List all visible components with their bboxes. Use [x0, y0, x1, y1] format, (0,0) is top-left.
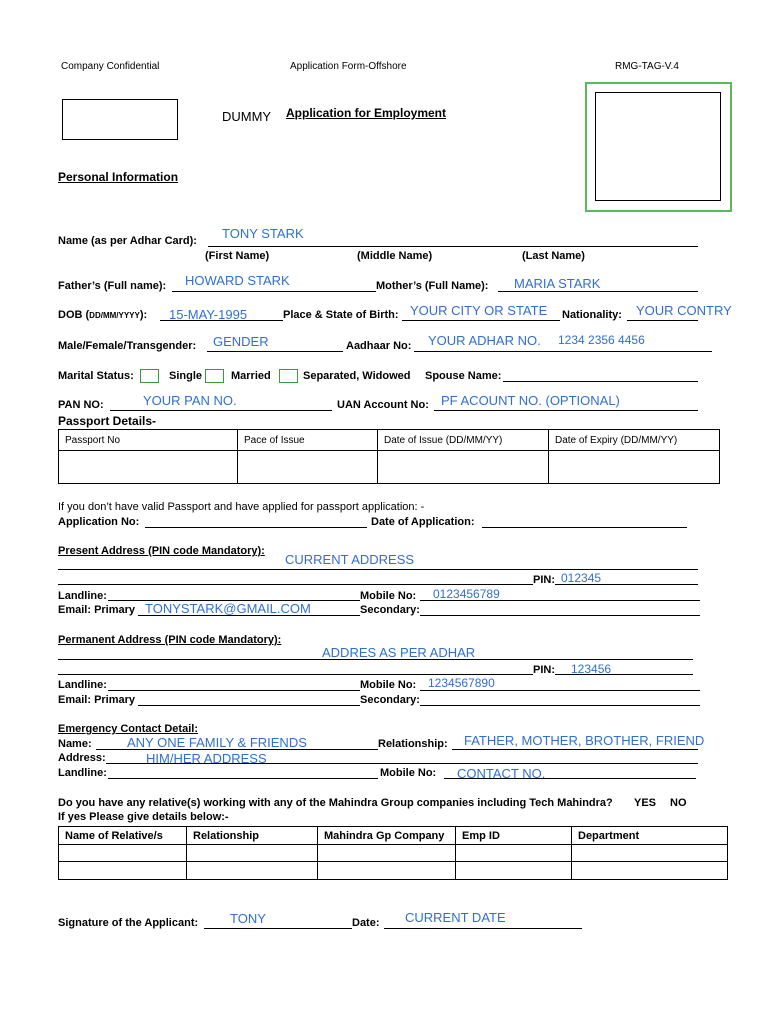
passport-note: If you don’t have valid Passport and have applied for passport application: - [58, 501, 425, 513]
relatives-cell[interactable] [318, 845, 456, 862]
dob-label: DOB (DD/MM/YYYY): [58, 309, 148, 321]
single-checkbox[interactable] [140, 369, 159, 383]
present-address-line-2[interactable] [58, 584, 533, 585]
present-mobile-label: Mobile No: [360, 590, 417, 602]
aadhaar-line[interactable] [414, 351, 712, 352]
emergency-name-label: Name: [58, 738, 92, 750]
pan-label: PAN NO: [58, 399, 104, 411]
permanent-secondary-label: Secondary: [360, 694, 420, 706]
name-label: Name (as per Adhar Card): [58, 235, 197, 247]
permanent-pin-label: PIN: [533, 664, 555, 676]
father-label: Father’s (Full name): [58, 280, 167, 292]
spouse-label: Spouse Name: [425, 370, 502, 382]
passport-cell-expiry[interactable] [549, 451, 720, 484]
father-value[interactable]: HOWARD STARK [185, 273, 290, 288]
father-line[interactable] [172, 291, 376, 292]
signature-date-value[interactable]: CURRENT DATE [405, 910, 506, 925]
relatives-col-empid: Emp ID [456, 827, 572, 845]
emergency-address-value[interactable]: HIM/HER ADDRESS [146, 751, 267, 766]
relatives-cell[interactable] [59, 845, 187, 862]
gender-value[interactable]: GENDER [213, 334, 269, 349]
pan-value[interactable]: YOUR PAN NO. [143, 393, 237, 408]
present-secondary-label: Secondary: [360, 604, 420, 616]
present-secondary-line[interactable] [420, 615, 700, 616]
permanent-address-value[interactable]: ADDRES AS PER ADHAR [322, 645, 476, 660]
permanent-mobile-label: Mobile No: [360, 679, 417, 691]
relatives-cell[interactable] [187, 862, 318, 880]
emergency-landline-line[interactable] [108, 778, 378, 779]
relatives-cell[interactable] [318, 862, 456, 880]
present-address-value[interactable]: CURRENT ADDRESS [285, 552, 415, 567]
passport-table [58, 429, 720, 484]
birth-place-value[interactable]: YOUR CITY OR STATE [410, 303, 548, 318]
permanent-mobile-line[interactable] [420, 690, 700, 691]
separated-label: Separated, Widowed [303, 370, 411, 382]
relatives-cell[interactable] [456, 862, 572, 880]
relatives-details-prompt: If yes Please give details below:- [58, 811, 229, 823]
name-value[interactable]: TONY STARK [222, 226, 304, 241]
emergency-address-label: Address: [58, 752, 106, 764]
passport-cell-number[interactable] [59, 451, 238, 484]
aadhaar-number[interactable]: 1234 2356 4456 [558, 333, 645, 347]
uan-label: UAN Account No: [337, 399, 429, 411]
permanent-address-line-2[interactable] [58, 674, 533, 675]
signature-value[interactable]: TONY [230, 911, 266, 926]
emergency-relationship-line[interactable] [452, 749, 698, 750]
emergency-name-value[interactable]: ANY ONE FAMILY & FRIENDS [127, 735, 307, 750]
page-title: Application for Employment [286, 106, 447, 120]
relatives-yes[interactable]: YES [634, 797, 657, 809]
permanent-landline-line[interactable] [108, 690, 360, 691]
present-email-label: Email: Primary [58, 604, 136, 616]
passport-cell-place[interactable] [238, 451, 378, 484]
first-name-caption: (First Name) [205, 250, 270, 262]
dob-value[interactable]: 15-MAY-1995 [169, 307, 248, 322]
relatives-col-department: Department [572, 827, 728, 845]
present-email-value[interactable]: TONYSTARK@GMAIL.COM [145, 601, 311, 616]
passport-col-number: Passport No [59, 430, 238, 451]
present-landline-label: Landline: [58, 590, 107, 602]
last-name-caption: (Last Name) [522, 250, 585, 262]
present-pin-value[interactable]: 012345 [561, 571, 602, 585]
permanent-secondary-line[interactable] [420, 705, 700, 706]
present-address-line-1[interactable] [58, 569, 698, 570]
dummy-label: DUMMY [222, 109, 272, 124]
mother-label: Mother’s (Full Name): [376, 280, 489, 292]
birth-place-line[interactable] [402, 320, 560, 321]
separated-checkbox[interactable] [279, 369, 298, 383]
application-no-line[interactable] [145, 527, 367, 528]
permanent-address-heading: Permanent Address (PIN code Mandatory): [58, 634, 282, 646]
personal-info-heading: Personal Information [58, 170, 179, 184]
header-confidential: Company Confidential [61, 61, 160, 72]
marital-status-label: Marital Status: [58, 370, 134, 382]
relatives-col-company: Mahindra Gp Company [318, 827, 456, 845]
pan-line[interactable] [110, 410, 332, 411]
signature-label: Signature of the Applicant: [58, 917, 199, 929]
name-line[interactable] [208, 246, 698, 247]
emergency-relationship-value[interactable]: FATHER, MOTHER, BROTHER, FRIEND [464, 733, 705, 748]
present-pin-label: PIN: [533, 574, 555, 586]
emergency-relationship-label: Relationship: [378, 738, 448, 750]
middle-name-caption: (Middle Name) [357, 250, 433, 262]
signature-date-line[interactable] [384, 928, 582, 929]
logo-box [62, 99, 178, 140]
passport-col-place: Pace of Issue [238, 430, 378, 451]
passport-col-issue: Date of Issue (DD/MM/YY) [378, 430, 549, 451]
photo-box[interactable] [595, 92, 721, 201]
nationality-label: Nationality: [562, 309, 622, 321]
permanent-pin-value[interactable]: 123456 [571, 662, 612, 676]
application-no-label: Application No: [58, 516, 140, 528]
relatives-cell[interactable] [456, 845, 572, 862]
relatives-cell[interactable] [572, 845, 728, 862]
permanent-email-label: Email: Primary [58, 694, 136, 706]
gender-line[interactable] [207, 351, 343, 352]
aadhaar-value[interactable]: YOUR ADHAR NO. [428, 333, 541, 348]
passport-cell-issue[interactable] [378, 451, 549, 484]
present-address-heading: Present Address (PIN code Mandatory): [58, 545, 265, 557]
relatives-cell[interactable] [187, 845, 318, 862]
permanent-landline-label: Landline: [58, 679, 107, 691]
emergency-landline-label: Landline: [58, 767, 107, 779]
signature-line[interactable] [204, 928, 352, 929]
photo-frame [585, 82, 732, 212]
married-checkbox[interactable] [205, 369, 224, 383]
passport-heading: Passport Details- [58, 414, 157, 428]
present-mobile-value[interactable]: 0123456789 [433, 587, 500, 601]
relatives-no[interactable]: NO [670, 797, 687, 809]
header-form-name: Application Form-Offshore [290, 61, 407, 72]
relatives-col-relationship: Relationship [187, 827, 318, 845]
relatives-cell[interactable] [572, 862, 728, 880]
relatives-cell[interactable] [59, 862, 187, 880]
emergency-mobile-label: Mobile No: [380, 767, 437, 779]
mother-line[interactable] [498, 291, 698, 292]
aadhaar-label: Aadhaar No: [346, 340, 412, 352]
signature-date-label: Date: [352, 917, 380, 929]
spouse-line[interactable] [503, 381, 698, 382]
uan-line[interactable] [434, 410, 698, 411]
permanent-email-line[interactable] [138, 705, 360, 706]
gender-label: Male/Female/Transgender: [58, 340, 197, 352]
application-date-label: Date of Application: [371, 516, 475, 528]
single-label: Single [169, 370, 203, 382]
nationality-line[interactable] [627, 320, 698, 321]
passport-col-expiry: Date of Expiry (DD/MM/YY) [549, 430, 720, 451]
header-version: RMG-TAG-V.4 [615, 61, 679, 72]
mother-value[interactable]: MARIA STARK [514, 276, 601, 291]
permanent-address-line-1[interactable] [58, 659, 693, 660]
emergency-mobile-value[interactable]: CONTACT NO. [457, 766, 546, 781]
emergency-heading: Emergency Contact Detail: [58, 723, 198, 735]
application-date-line[interactable] [482, 527, 687, 528]
uan-value[interactable]: PF ACOUNT NO. (OPTIONAL) [441, 393, 620, 408]
relatives-question: Do you have any relative(s) working with any of the Mahindra Group companies including Tech Mahindra? [58, 797, 613, 809]
permanent-mobile-value[interactable]: 1234567890 [428, 676, 495, 690]
nationality-value[interactable]: YOUR CONTRY [636, 303, 732, 318]
relatives-col-name: Name of Relative/s [59, 827, 187, 845]
relatives-table [58, 826, 728, 880]
birth-place-label: Place & State of Birth: [283, 309, 399, 321]
married-label: Married [231, 370, 271, 382]
